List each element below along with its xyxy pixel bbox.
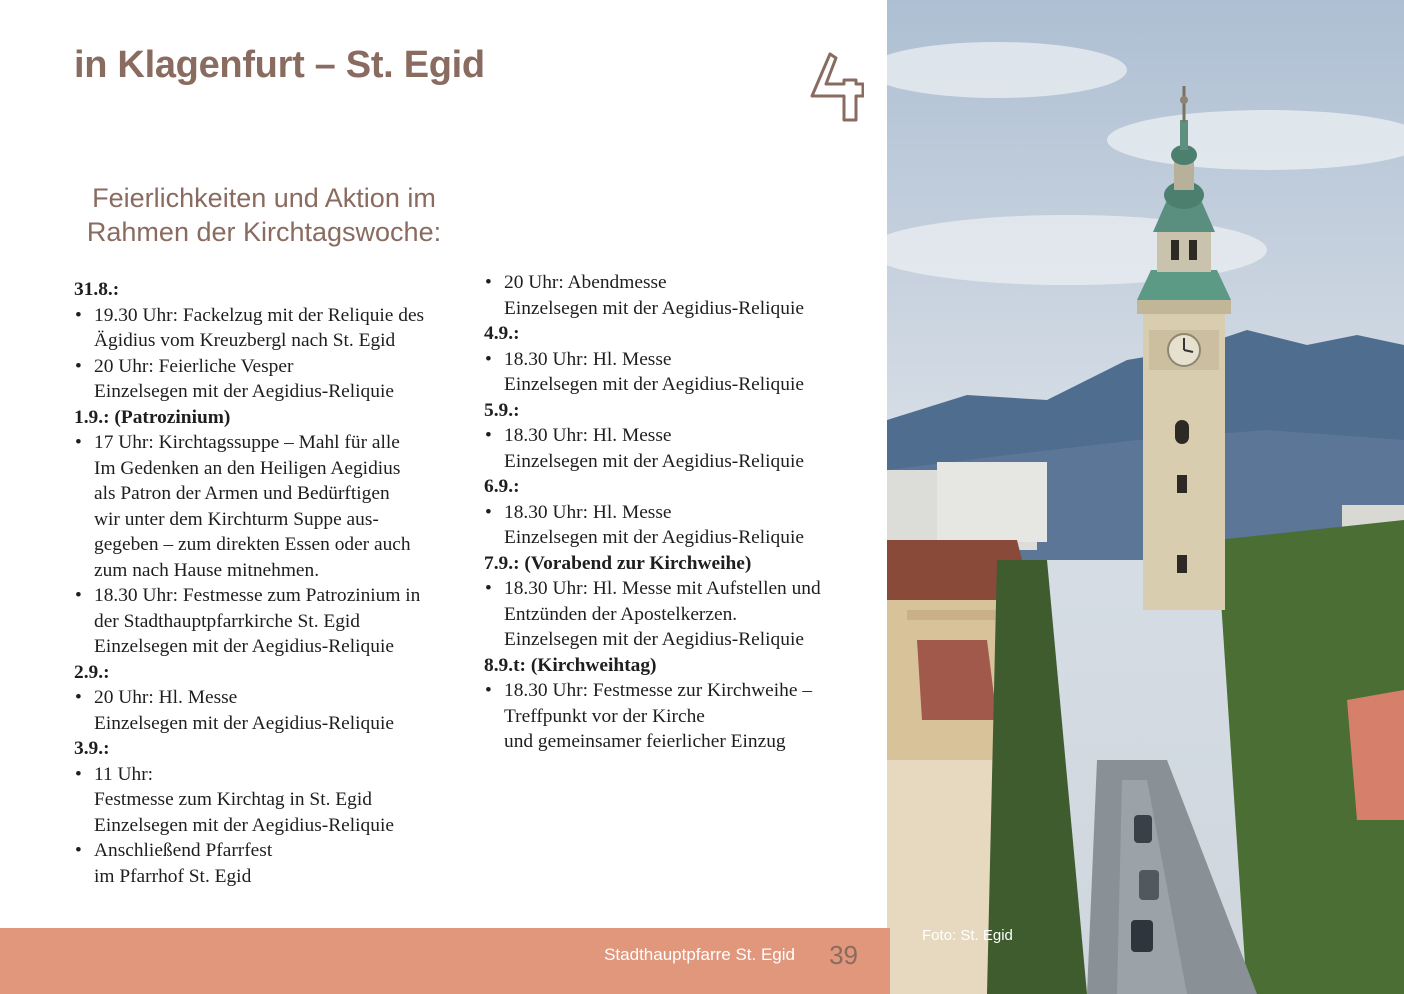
footer-band	[0, 928, 890, 994]
schedule-item: • 11 Uhr: Festmesse zum Kirchtag in St. Egid Einzelsegen mit der Aegidius-Reliquie	[74, 762, 464, 839]
page-number: 39	[829, 940, 858, 970]
schedule-item: • 19.30 Uhr: Fackelzug mit der Reliquie des Ägidius vom Kreuzbergl nach St. Egid	[74, 303, 464, 354]
schedule-left-column	[74, 277, 464, 889]
church-tower-illustration	[887, 0, 1404, 994]
photo-credit: Foto: St. Egid	[922, 927, 1013, 944]
schedule-item: • Anschließend Pfarrfest im Pfarrhof St. Egid	[74, 838, 464, 889]
date-heading: 3.9.:	[74, 738, 110, 759]
schedule-item: • 17 Uhr: Kirchtagssuppe – Mahl für alle Im Gedenken an den Heiligen Aegidius als Patron der Armen und Bedürftigen wir unter dem Kirchturm Suppe aus- gegeben – zum direkten Essen oder auch zum nach Hause mitnehmen.	[74, 430, 464, 583]
date-heading: 5.9.:	[484, 399, 520, 421]
date-heading: 6.9.:	[484, 476, 520, 497]
schedule-item: • 18.30 Uhr: Festmesse zum Patrozinium in der Stadthauptpfarrkirche St. Egid Einzelsegen mit der Aegidius-Reliquie	[74, 583, 464, 660]
church-tower-photo	[887, 0, 1404, 994]
date-heading: 4.9.:	[484, 323, 520, 344]
schedule-item: • 18.30 Uhr: Hl. Messe Einzelsegen mit der Aegidius-Reliquie	[484, 347, 864, 398]
date-heading: 2.9.:	[74, 661, 110, 683]
date-heading: 1.9.: (Patrozinium)	[74, 406, 231, 428]
schedule-item: • 20 Uhr: Feierliche Vesper Einzelsegen mit der Aegidius-Reliquie	[74, 354, 464, 405]
schedule-right-column	[484, 270, 864, 755]
schedule-item: • 18.30 Uhr: Hl. Messe mit Aufstellen und Entzünden der Apostelkerzen. Einzelsegen mit der Aegidius-Reliquie	[484, 576, 864, 653]
date-heading: 8.9.t: (Kirchweihtag)	[484, 654, 657, 676]
schedule-item: • 18.30 Uhr: Hl. Messe Einzelsegen mit der Aegidius-Reliquie	[484, 423, 864, 474]
schedule-item: • 20 Uhr: Hl. Messe Einzelsegen mit der Aegidius-Reliquie	[74, 685, 464, 736]
schedule-item: • 20 Uhr: Abendmesse Einzelsegen mit der Aegidius-Reliquie	[484, 270, 864, 321]
schedule-item: • 18.30 Uhr: Festmesse zur Kirchweihe – Treffpunkt vor der Kirche und gemeinsamer feierlicher Einzug	[484, 678, 864, 755]
page-title: in Klagenfurt – St. Egid	[74, 44, 485, 86]
date-heading: 31.8.:	[74, 279, 120, 300]
number-4-cross-logo	[806, 50, 864, 126]
footer-organization: Stadthauptpfarre St. Egid	[604, 945, 795, 964]
section-subtitle: Feierlichkeiten und Aktion im Rahmen der Kirchtagswoche:	[86, 183, 442, 247]
schedule-item: • 18.30 Uhr: Hl. Messe Einzelsegen mit der Aegidius-Reliquie	[484, 500, 864, 551]
date-heading: 7.9.: (Vorabend zur Kirchweihe)	[484, 552, 752, 574]
